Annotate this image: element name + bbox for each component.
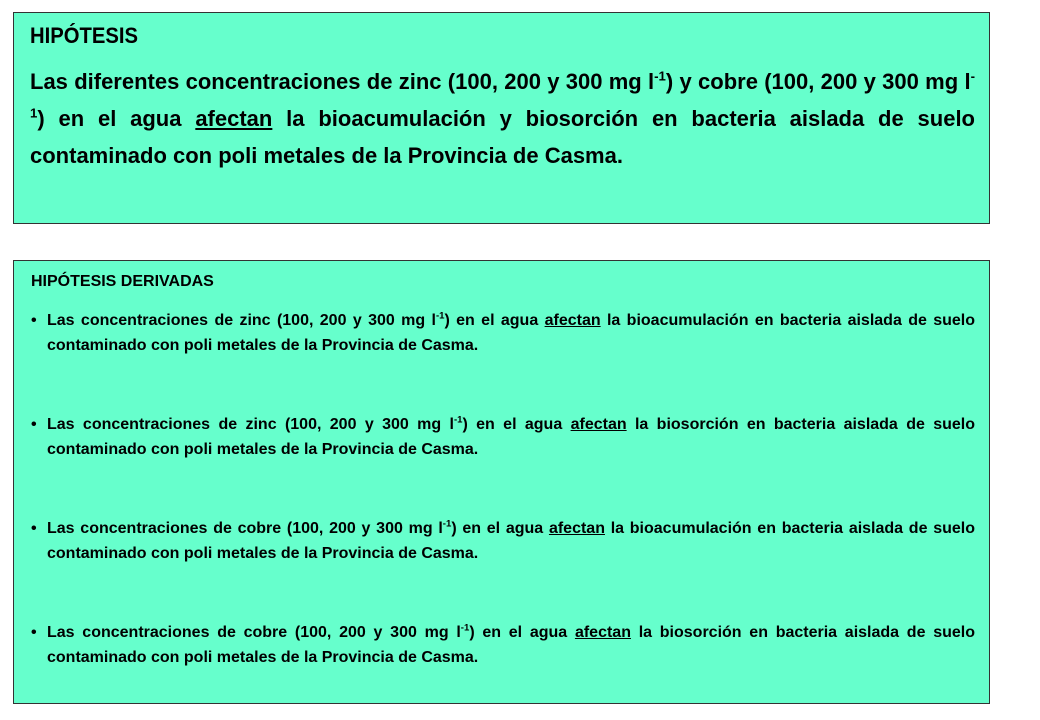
underlined-keyword: afectan [548, 520, 605, 537]
hypothesis-title: HIPÓTESIS [30, 23, 138, 48]
bullet-icon: • [31, 416, 37, 433]
item-text-part: la biosorción en bacteria aislada de suelo contaminado con poli metales de la Provincia de Casma. [47, 416, 976, 458]
hypothesis-box [13, 12, 990, 224]
underlined-keyword: afectan [544, 312, 601, 329]
superscript-exponent: -1 [453, 414, 463, 426]
item-text-part: la biosorción en bacteria aislada de suelo contaminado con poli metales de la Provincia de Casma. [47, 624, 975, 666]
item-text-part: Las concentraciones de zinc (100, 200 y 300 mg l [47, 416, 454, 433]
bullet-icon: • [31, 624, 37, 641]
bullet-icon: • [31, 520, 37, 537]
list-item [31, 620, 975, 670]
list-item [31, 308, 975, 358]
derived-hypotheses-list [31, 308, 975, 670]
hypothesis-text-part: la bioacumulación y biosorción en bacteria aislada de suelo contaminado con poli metales de la Provincia de Casma. [30, 106, 975, 168]
item-text-part: ) en el agua [451, 520, 549, 537]
underlined-keyword: afectan [570, 416, 627, 433]
superscript-exponent: -1 [654, 68, 666, 84]
underlined-keyword: afectan [195, 106, 273, 131]
item-text-part: ) en el agua [462, 416, 571, 433]
derived-hypotheses-title: HIPÓTESIS DERIVADAS [31, 273, 214, 290]
item-text-part: ) en el agua [444, 312, 545, 329]
item-text-part: ) en el agua [469, 624, 575, 641]
hypothesis-text-part: ) en el agua [37, 106, 196, 131]
bullet-icon: • [31, 312, 37, 329]
item-text-part: Las concentraciones de zinc (100, 200 y 300 mg l [47, 312, 436, 329]
superscript-exponent: -1 [442, 518, 452, 530]
hypothesis-text-part: Las diferentes concentraciones de zinc (100, 200 y 300 mg l [30, 69, 655, 94]
hypothesis-text-part: ) y cobre (100, 200 y 300 mg l [665, 69, 971, 94]
superscript-exponent: -1 [435, 310, 445, 322]
list-item [31, 412, 975, 462]
hypothesis-text [30, 63, 975, 174]
underlined-keyword: afectan [574, 624, 631, 641]
item-text-part: Las concentraciones de cobre (100, 200 y 300 mg l [47, 624, 461, 641]
item-text-part: Las concentraciones de cobre (100, 200 y 300 mg l [47, 520, 443, 537]
item-text-part: la bioacumulación en bacteria aislada de suelo contaminado con poli metales de la Provincia de Casma. [47, 312, 976, 354]
superscript-exponent: -1 [30, 68, 975, 121]
item-text-part: la bioacumulación en bacteria aislada de suelo contaminado con poli metales de la Provincia de Casma. [47, 520, 976, 562]
list-item [31, 516, 975, 566]
superscript-exponent: -1 [460, 622, 470, 634]
derived-hypotheses-box [13, 260, 990, 704]
